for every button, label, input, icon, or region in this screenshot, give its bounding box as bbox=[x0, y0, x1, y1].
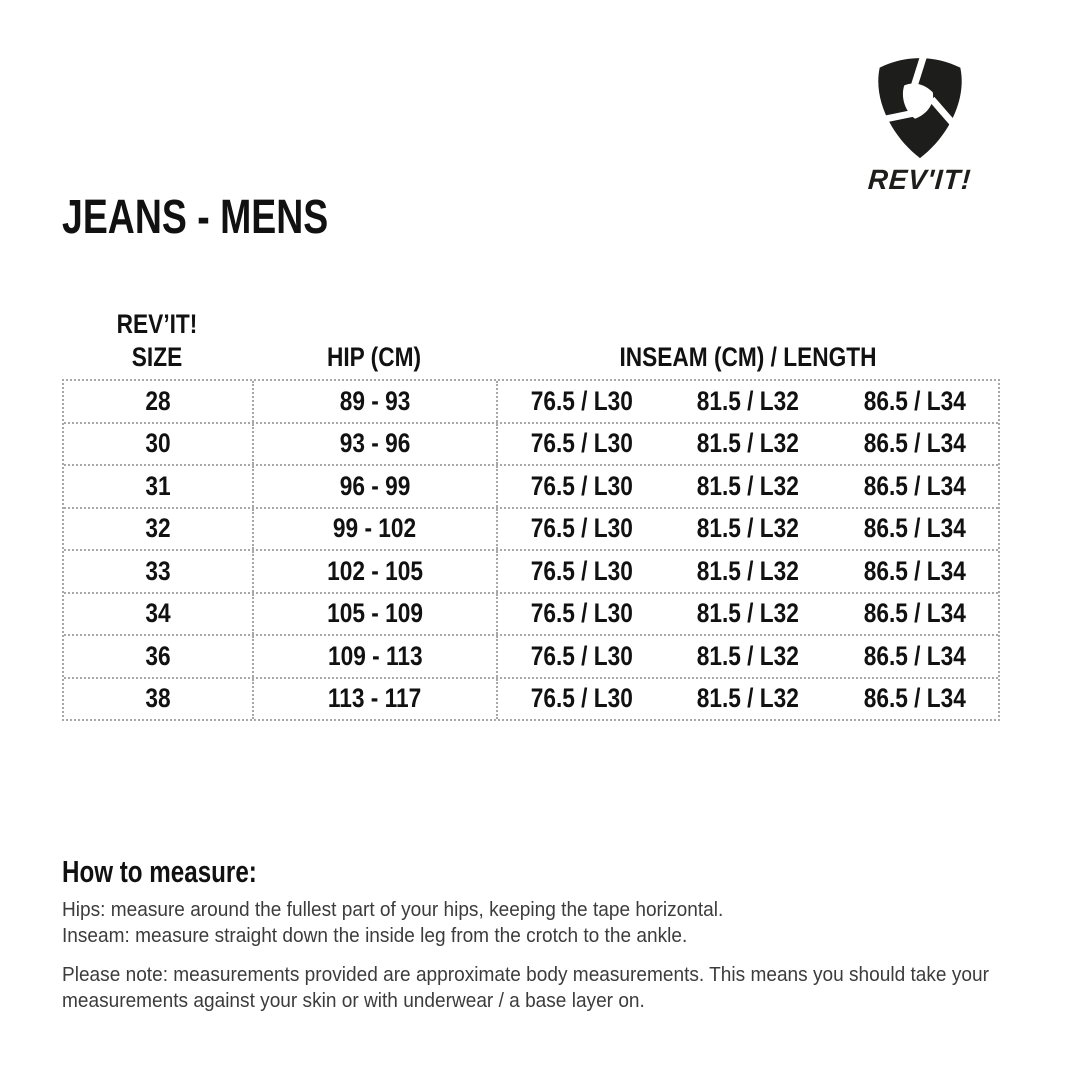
inseam-l30: 76.5 / L30 bbox=[530, 683, 633, 714]
hip-cell: 113 - 117 bbox=[254, 679, 498, 720]
measurement-note: Please note: measurements provided are approximate body measurements. This means you should take your measurements against your skin or with underwear / a base layer on. bbox=[62, 963, 989, 1012]
hip-cell: 105 - 109 bbox=[254, 594, 498, 635]
size-chart-table bbox=[62, 379, 1000, 721]
hips-instruction: Hips: measure around the fullest part of your hips, keeping the tape horizontal. bbox=[62, 898, 724, 921]
brand-wordmark: REV'IT! bbox=[867, 164, 973, 195]
table-row bbox=[64, 422, 998, 465]
inseam-l34: 86.5 / L34 bbox=[863, 513, 966, 544]
inseam-cell bbox=[498, 594, 998, 635]
inseam-l32: 81.5 / L32 bbox=[696, 385, 800, 416]
inseam-l34: 86.5 / L34 bbox=[863, 470, 966, 501]
table-row bbox=[64, 381, 998, 422]
table-header-row bbox=[62, 300, 1000, 378]
inseam-l34: 86.5 / L34 bbox=[863, 640, 966, 671]
table-row bbox=[64, 677, 998, 720]
inseam-l32: 81.5 / L32 bbox=[696, 513, 800, 544]
hip-cell: 109 - 113 bbox=[254, 636, 498, 677]
inseam-l32: 81.5 / L32 bbox=[696, 428, 800, 459]
size-cell: 38 bbox=[64, 679, 254, 720]
table-row bbox=[64, 464, 998, 507]
header-size-line2: SIZE bbox=[131, 342, 183, 372]
hip-cell: 89 - 93 bbox=[254, 381, 498, 422]
inseam-cell bbox=[498, 551, 998, 592]
inseam-cell bbox=[498, 424, 998, 465]
size-cell: 34 bbox=[64, 594, 254, 635]
size-cell: 28 bbox=[64, 381, 254, 422]
size-cell: 30 bbox=[64, 424, 254, 465]
inseam-l30: 76.5 / L30 bbox=[530, 385, 633, 416]
how-to-measure-heading: How to measure: bbox=[62, 854, 257, 889]
inseam-l32: 81.5 / L32 bbox=[696, 598, 800, 629]
header-size bbox=[62, 308, 252, 378]
inseam-cell bbox=[498, 509, 998, 550]
inseam-l30: 76.5 / L30 bbox=[530, 428, 633, 459]
table-row bbox=[64, 507, 998, 550]
header-size-line1: REV’IT! bbox=[116, 309, 198, 339]
inseam-l30: 76.5 / L30 bbox=[530, 470, 633, 501]
brand-logo bbox=[842, 50, 998, 196]
size-cell: 32 bbox=[64, 509, 254, 550]
hip-cell: 96 - 99 bbox=[254, 466, 498, 507]
inseam-l34: 86.5 / L34 bbox=[863, 385, 966, 416]
inseam-l32: 81.5 / L32 bbox=[696, 640, 800, 671]
header-hip: HIP (CM) bbox=[326, 342, 422, 372]
inseam-l32: 81.5 / L32 bbox=[696, 555, 800, 586]
hip-cell: 99 - 102 bbox=[254, 509, 498, 550]
inseam-cell bbox=[498, 679, 998, 720]
table-row bbox=[64, 549, 998, 592]
table-row bbox=[64, 634, 998, 677]
size-cell: 33 bbox=[64, 551, 254, 592]
inseam-l34: 86.5 / L34 bbox=[863, 598, 966, 629]
hip-cell: 102 - 105 bbox=[254, 551, 498, 592]
hip-cell: 93 - 96 bbox=[254, 424, 498, 465]
revit-badge-icon bbox=[849, 50, 991, 162]
size-cell: 36 bbox=[64, 636, 254, 677]
inseam-l30: 76.5 / L30 bbox=[530, 555, 633, 586]
inseam-l32: 81.5 / L32 bbox=[696, 683, 800, 714]
inseam-l30: 76.5 / L30 bbox=[530, 598, 633, 629]
table-row bbox=[64, 592, 998, 635]
inseam-cell bbox=[498, 381, 998, 422]
inseam-instruction: Inseam: measure straight down the inside leg from the crotch to the ankle. bbox=[62, 924, 688, 947]
inseam-l34: 86.5 / L34 bbox=[863, 428, 966, 459]
inseam-l34: 86.5 / L34 bbox=[863, 555, 966, 586]
page-title: JEANS - MENS bbox=[62, 191, 329, 244]
inseam-l30: 76.5 / L30 bbox=[530, 513, 633, 544]
size-cell: 31 bbox=[64, 466, 254, 507]
inseam-cell bbox=[498, 636, 998, 677]
inseam-cell bbox=[498, 466, 998, 507]
inseam-l30: 76.5 / L30 bbox=[530, 640, 633, 671]
header-inseam: INSEAM (CM) / LENGTH bbox=[619, 342, 877, 372]
inseam-l34: 86.5 / L34 bbox=[863, 683, 966, 714]
inseam-l32: 81.5 / L32 bbox=[696, 470, 800, 501]
how-to-measure-instructions bbox=[62, 897, 723, 949]
